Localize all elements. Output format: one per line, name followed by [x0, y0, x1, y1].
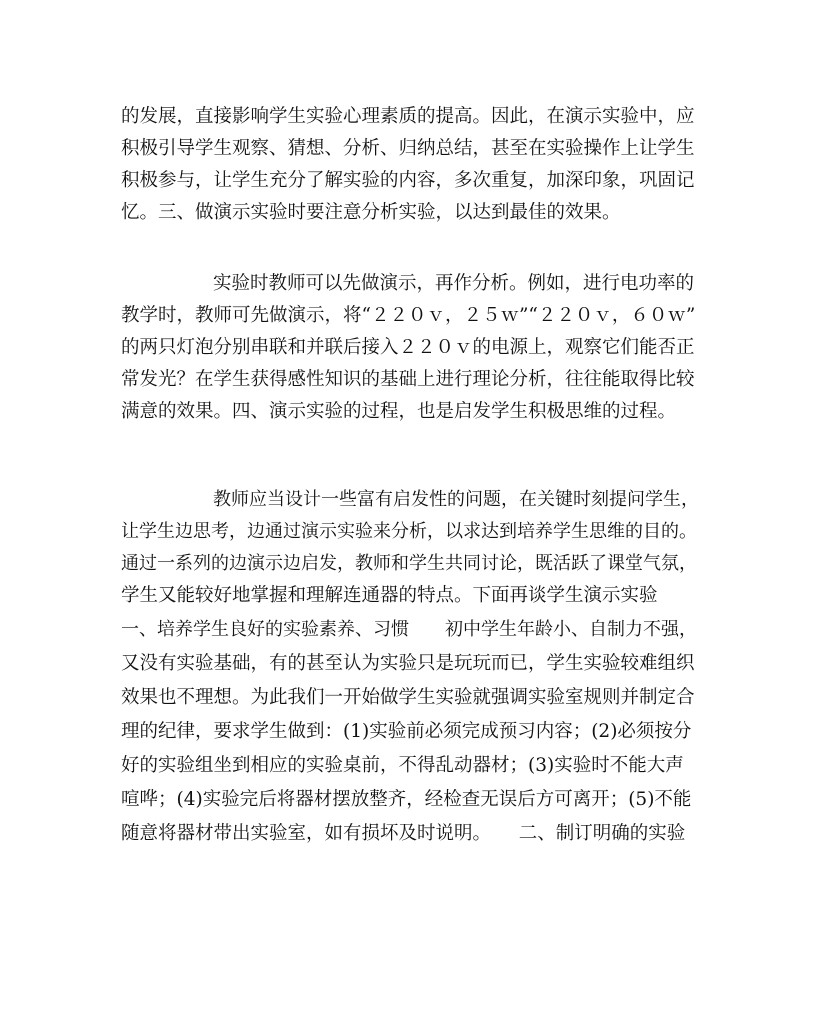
text-line: 通过一系列的边演示边启发，教师和学生共同讨论，既活跃了课堂气氛， — [121, 553, 697, 574]
text-line: 让学生边思考，边通过演示实验来分析，以求达到培养学生思维的目的。 — [121, 521, 697, 542]
text-line: 喧哗；(4)实验完后将器材摆放整齐，经检查无误后方可离开；(5)不能 — [121, 789, 692, 810]
paragraph-first-line: 教师应当设计一些富有启发性的问题，在关键时刻提问学生， — [213, 489, 699, 510]
text-line: 理的纪律，要求学生做到：(1)实验前必须完成预习内容；(2)必须按分 — [121, 721, 692, 742]
text-line: 常发光？在学生获得感性知识的基础上进行理论分析，往往能取得比较 — [121, 369, 695, 390]
text-line: 效果也不理想。为此我们一开始做学生实验就强调实验室规则并制定合 — [121, 687, 695, 708]
text-line: 的发展，直接影响学生实验心理素质的提高。因此，在演示实验中，应 — [121, 106, 695, 127]
text-line: 又没有实验基础，有的甚至认为实验只是玩玩而已，学生实验较难组织 — [121, 653, 695, 674]
text-line: 积极参与，让学生充分了解实验的内容，多次重复，加深印象，巩固记 — [121, 170, 695, 191]
text-line: 教学时，教师可先做演示，将“２２０ｖ，２５ｗ”“２２０ｖ，６０ｗ” — [121, 305, 696, 326]
text-line: 积极引导学生观察、猜想、分析、归纳总结，甚至在实验操作上让学生 — [121, 138, 695, 159]
text-line: 随意将器材带出实验室，如有损坏及时说明。 二、制订明确的实验 — [121, 823, 686, 844]
text-line: 好的实验组坐到相应的实验桌前，不得乱动器材；(3)实验时不能大声 — [121, 755, 684, 776]
text-line: 满意的效果。四、演示实验的过程，也是启发学生积极思维的过程。 — [121, 401, 677, 422]
paragraph-first-line: 实验时教师可以先做演示，再作分析。例如，进行电功率的 — [213, 273, 695, 294]
text-line: 学生又能较好地掌握和理解连通器的特点。下面再谈学生演示实验 — [121, 585, 658, 606]
text-line: 一、培养学生良好的实验素养、习惯 初中学生年龄小、自制力不强， — [121, 619, 697, 640]
text-line: 忆。三、做演示实验时要注意分析实验，以达到最佳的效果。 — [121, 202, 621, 223]
text-line: 的两只灯泡分别串联和并联后接入２２０ｖ的电源上，观察它们能否正 — [121, 337, 695, 358]
